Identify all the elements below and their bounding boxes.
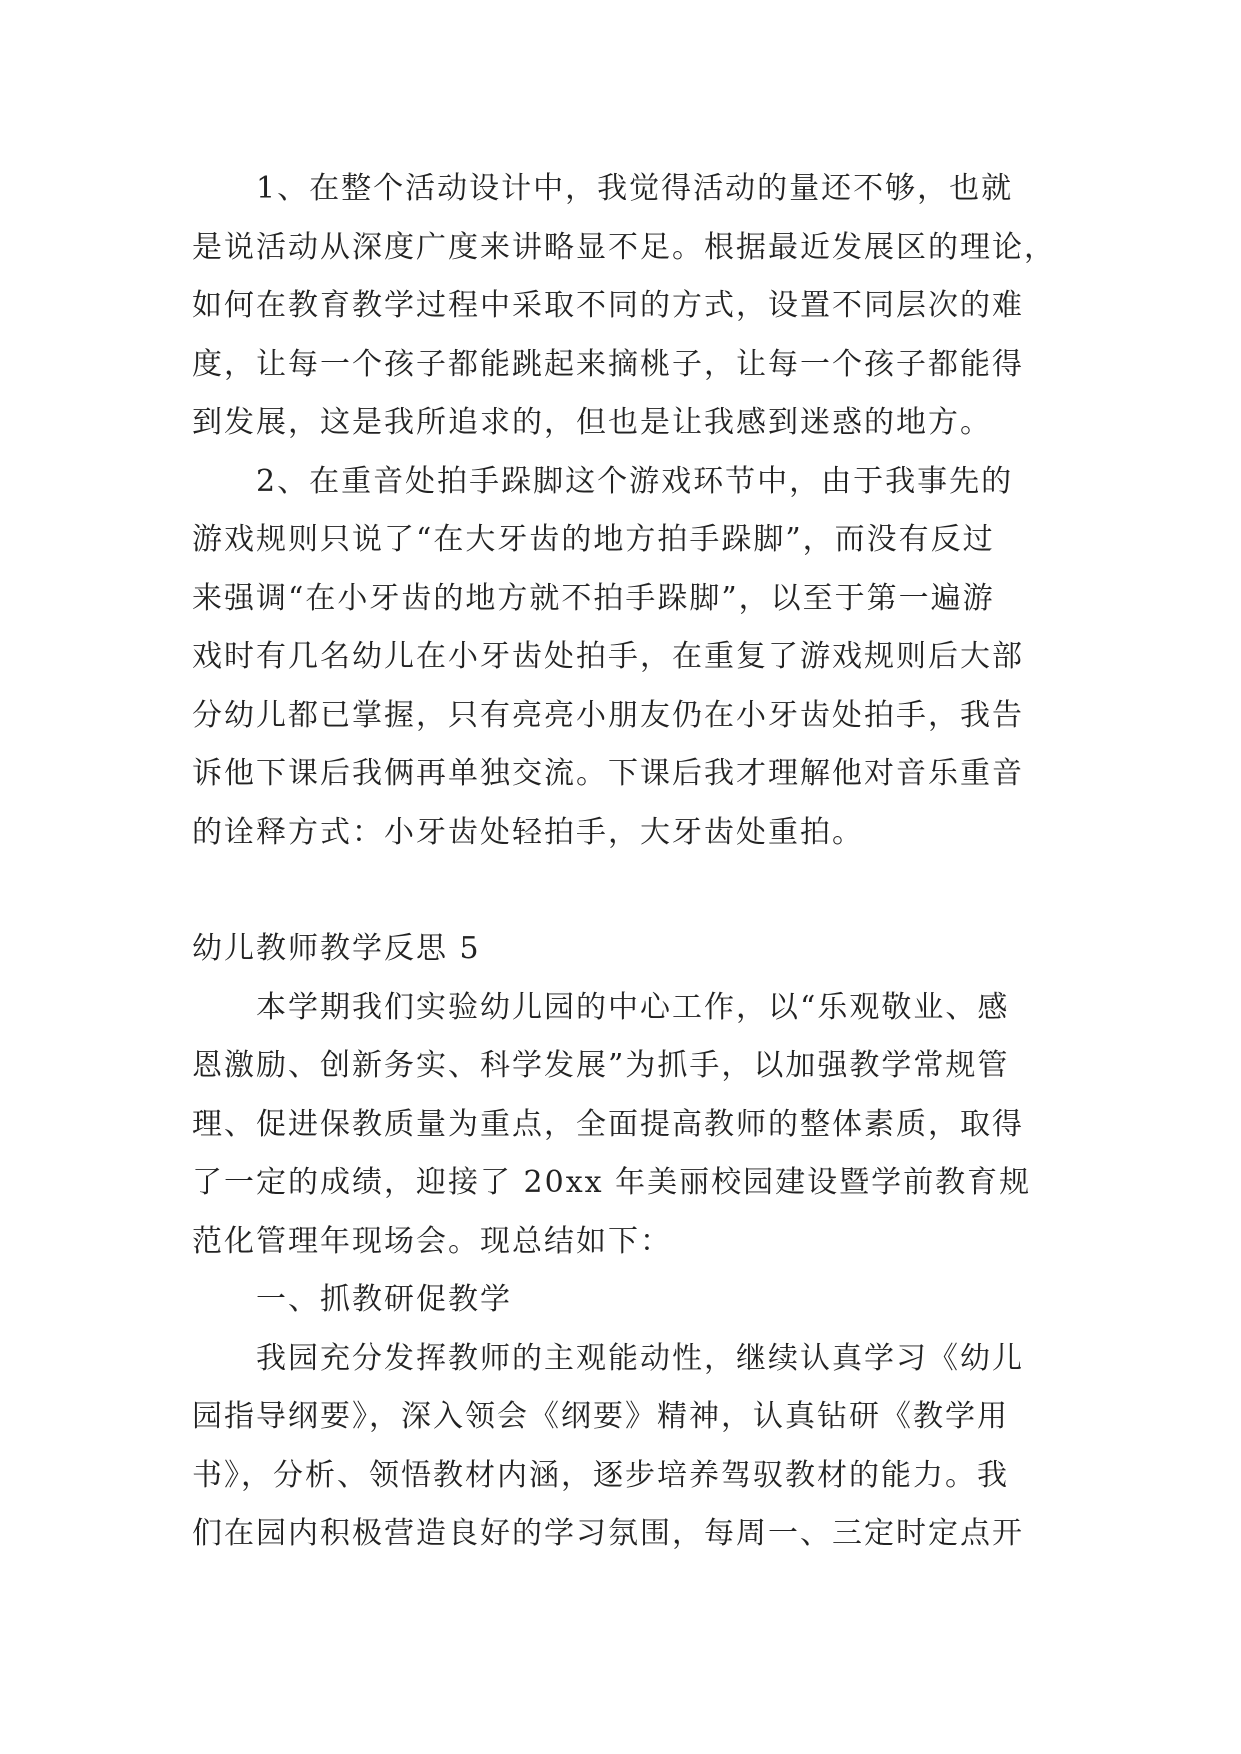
text-line: 2、在重音处拍手跺脚这个游戏环节中，由于我事先的	[256, 463, 1014, 499]
paragraph-semester-work	[192, 979, 1052, 1272]
section-gap	[192, 862, 1052, 920]
text-line: 们在园内积极营造良好的学习氛围，每周一、三定时定点开	[192, 1516, 1024, 1551]
text-line: 1、在整个活动设计中，我觉得活动的量还不够，也就	[256, 171, 1014, 206]
text-line: 本学期我们实验幼儿园的中心工作，以“乐观敬业、感	[256, 989, 1010, 1025]
text-line: 游戏规则只说了“在大牙齿的地方拍手跺脚”，而没有反过	[192, 522, 995, 557]
text-line: 如何在教育教学过程中采取不同的方式，设置不同层次的难	[192, 288, 1024, 323]
text-line: 的诠释方式：小牙齿处轻拍手，大牙齿处重拍。	[192, 814, 864, 850]
text-line: 书》，分析、领悟教材内涵，逐步培养驾驭教材的能力。我	[192, 1457, 1009, 1493]
text-line: 戏时有几名幼儿在小牙齿处拍手，在重复了游戏规则后大部	[192, 639, 1024, 674]
text-line: 恩激励、创新务实、科学发展”为抓手，以加强教学常规管	[192, 1048, 1010, 1083]
text-line: 度，让每一个孩子都能跳起来摘桃子，让每一个孩子都能得	[192, 346, 1024, 382]
text-line: 到发展，这是我所追求的，但也是让我感到迷惑的地方。	[192, 405, 992, 440]
paragraph-activity-design	[192, 160, 1056, 453]
subheading: 一、抓教研促教学	[256, 1282, 512, 1317]
text-line: 分幼儿都已掌握，只有亮亮小朋友仍在小牙齿处拍手，我告	[192, 697, 1024, 733]
text-line: 是说活动从深度广度来讲略显不足。根据最近发展区的理论，	[192, 229, 1056, 265]
text-line: 来强调“在小牙齿的地方就不拍手跺脚”，以至于第一遍游	[192, 580, 995, 616]
text-line: 了一定的成绩，迎接了 20xx 年美丽校园建设暨学前教育规	[192, 1165, 1032, 1200]
paragraph-teaching-research	[192, 1330, 1052, 1564]
text-line: 我园充分发挥教师的主观能动性，继续认真学习《幼儿	[256, 1340, 1024, 1376]
text-line: 范化管理年现场会。现总结如下：	[192, 1223, 672, 1259]
text-line: 园指导纲要》，深入领会《纲要》精神，认真钻研《教学用	[192, 1399, 1009, 1434]
paragraph-game-rules	[192, 453, 1052, 863]
text-line: 诉他下课后我俩再单独交流。下课后我才理解他对音乐重音	[192, 756, 1024, 791]
document-body	[192, 160, 1056, 1564]
section-heading: 幼儿教师教学反思 5	[192, 931, 481, 966]
text-line: 理、促进保教质量为重点，全面提高教师的整体素质，取得	[192, 1106, 1024, 1142]
